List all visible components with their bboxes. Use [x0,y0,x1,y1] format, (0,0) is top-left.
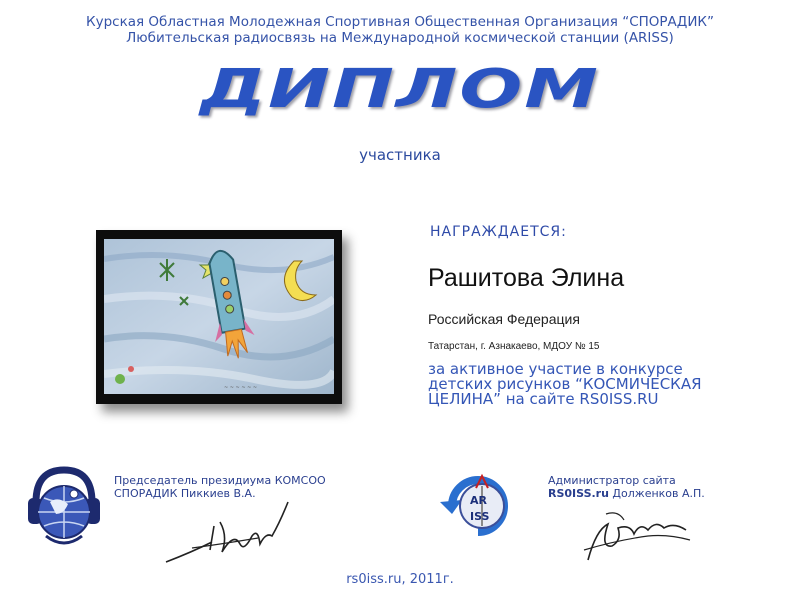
left-signatory-name: СПОРАДИК Пиккиев В.А. [114,487,256,500]
svg-text:~ ~ ~ ~ ~ ~: ~ ~ ~ ~ ~ ~ [224,385,258,391]
award-reason-line-3: ЦЕЛИНА” на сайте RS0ISS.RU [428,390,659,408]
organization-line-1: Курская Областная Молодежная Спортивная Общественная Организация “СПОРАДИК” [86,14,714,30]
ariss-logo [432,466,524,546]
sporadic-globe-logo [24,462,104,552]
right-signatory-name-line [548,487,705,500]
globe-headphones-icon [24,462,104,552]
right-signatory-title: Администратор сайта [548,474,676,487]
right-signatory-name: Долженков А.П. [608,487,705,500]
ariss-letters-top: AR [470,494,487,507]
right-signature [578,500,698,570]
diploma-title: ДИПЛОМ [200,58,600,120]
award-reason [428,362,788,407]
ariss-letters-bottom: ISS [470,510,490,523]
left-signature [162,492,302,572]
recipient-name: Рашитова Элина [428,264,625,292]
left-signatory-title: Председатель президиума КОМСОО [114,474,326,487]
drawing-frame [96,230,342,404]
recipient-country: Российская Федерация [428,311,580,327]
award-label: НАГРАЖДАЕТСЯ: [430,224,567,240]
space-rocket-drawing [104,239,334,394]
child-drawing-image [104,239,334,394]
organization-header [0,14,800,46]
handwritten-signature-right [578,500,698,570]
right-signatory [548,474,705,500]
recipient-place: Татарстан, г. Азнакаево, МДОУ № 15 [428,341,600,352]
award-reason-line-1: за активное участие в конкурсе [428,360,683,378]
handwritten-signature-left [162,492,302,572]
ariss-emblem-icon [432,466,524,546]
organization-line-2: Любительская радиосвязь на Международной космической станции (ARISS) [126,30,674,46]
footer-site-year: rs0iss.ru, 2011г. [346,572,454,587]
diploma-subtitle [0,146,800,164]
diploma-subtitle-text: участника [359,146,441,164]
award-reason-line-2: детских рисунков “КОСМИЧЕСКАЯ [428,375,702,393]
right-signatory-site: RS0ISS.ru [548,487,609,500]
